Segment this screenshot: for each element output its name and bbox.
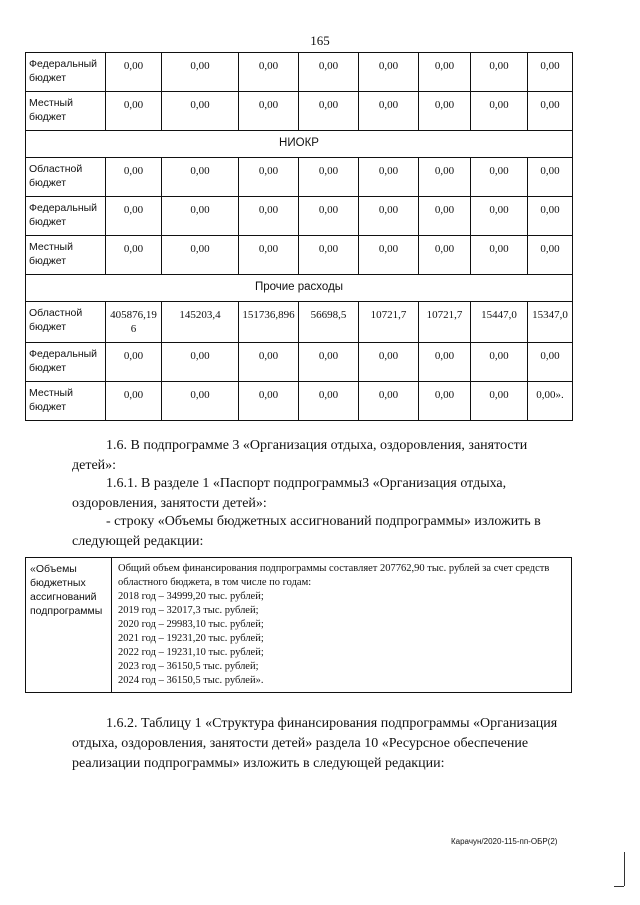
resource-line: 2019 год – 32017,3 тыс. рублей; — [118, 605, 259, 616]
resource-line: 2022 год – 19231,10 тыс. рублей; — [118, 647, 264, 658]
resource-table-row — [26, 558, 572, 693]
table-row — [26, 236, 573, 275]
value-cell: 0,00 — [162, 158, 239, 197]
table-row — [26, 197, 573, 236]
value-cell: 0,00 — [106, 343, 162, 382]
value-cell: 0,00 — [106, 53, 162, 92]
section-header: НИОКР — [26, 131, 573, 158]
paragraph-1-6: 1.6. В подпрограмме 3 «Организация отдыха, оздоровления, занятости детей»: — [72, 438, 528, 473]
value-cell: 0,00 — [471, 197, 528, 236]
value-cell: 0,00 — [162, 53, 239, 92]
budget-label-cell: Местный бюджет — [26, 382, 106, 421]
resource-line: 2024 год – 36150,5 тыс. рублей». — [118, 675, 264, 686]
value-cell: 0,00 — [528, 197, 573, 236]
value-cell: 10721,7 — [419, 302, 471, 343]
table-row — [26, 302, 573, 343]
value-cell: 0,00 — [299, 53, 359, 92]
section-header-row — [26, 131, 573, 158]
value-cell: 0,00 — [528, 158, 573, 197]
value-cell: 0,00 — [106, 158, 162, 197]
value-cell: 0,00 — [419, 197, 471, 236]
value-cell: 0,00 — [239, 92, 299, 131]
value-cell: 0,00 — [419, 158, 471, 197]
table-row — [26, 343, 573, 382]
resource-line: Общий объем финансирования подпрограммы составляет 207762,90 тыс. рублей за счет средств областного бюджета, в том числе по годам: — [118, 563, 550, 588]
budget-label-cell: Федеральный бюджет — [26, 343, 106, 382]
value-cell: 0,00 — [359, 197, 419, 236]
value-cell: 0,00 — [471, 53, 528, 92]
value-cell: 0,00 — [471, 382, 528, 421]
resource-line: 2020 год – 29983,10 тыс. рублей; — [118, 619, 264, 630]
budget-label-cell: Областной бюджет — [26, 158, 106, 197]
paragraph-budget-line: - строку «Объемы бюджетных ассигнований подпрограммы» изложить в следующей редакции: — [72, 514, 541, 549]
value-cell: 0,00 — [239, 197, 299, 236]
value-cell: 0,00 — [359, 343, 419, 382]
value-cell: 0,00 — [299, 197, 359, 236]
table-row — [26, 53, 573, 92]
value-cell: 0,00 — [239, 158, 299, 197]
scan-edge-tick — [614, 886, 624, 887]
value-cell: 10721,7 — [359, 302, 419, 343]
value-cell: 0,00». — [528, 382, 573, 421]
value-cell: 0,00 — [419, 92, 471, 131]
value-cell: 0,00 — [471, 236, 528, 275]
table-row — [26, 382, 573, 421]
value-cell: 0,00 — [299, 158, 359, 197]
value-cell: 0,00 — [471, 92, 528, 131]
value-cell: 0,00 — [359, 382, 419, 421]
value-cell: 0,00 — [239, 382, 299, 421]
value-cell: 0,00 — [359, 53, 419, 92]
value-cell: 0,00 — [299, 236, 359, 275]
resource-line: 2021 год – 19231,20 тыс. рублей; — [118, 633, 264, 644]
budget-label-cell: Местный бюджет — [26, 92, 106, 131]
table-row — [26, 92, 573, 131]
value-cell: 15347,0 — [528, 302, 573, 343]
value-cell: 0,00 — [528, 53, 573, 92]
value-cell: 0,00 — [528, 236, 573, 275]
scan-edge-line — [624, 852, 625, 886]
value-cell: 15447,0 — [471, 302, 528, 343]
resource-line: 2023 год – 36150,5 тыс. рублей; — [118, 661, 259, 672]
page-number: 165 — [310, 33, 330, 48]
section-header-row — [26, 275, 573, 302]
value-cell: 0,00 — [239, 53, 299, 92]
value-cell: 0,00 — [239, 236, 299, 275]
resource-table — [25, 557, 572, 693]
value-cell: 0,00 — [106, 382, 162, 421]
value-cell: 0,00 — [359, 236, 419, 275]
value-cell: 0,00 — [419, 53, 471, 92]
value-cell: 0,00 — [106, 92, 162, 131]
value-cell: 0,00 — [299, 92, 359, 131]
budget-table — [25, 52, 573, 421]
section-header: Прочие расходы — [26, 275, 573, 302]
value-cell: 151736,896 — [239, 302, 299, 343]
value-cell: 0,00 — [419, 382, 471, 421]
budget-label-cell: Федеральный бюджет — [26, 53, 106, 92]
budget-label-cell: Областной бюджет — [26, 302, 106, 343]
value-cell: 0,00 — [162, 382, 239, 421]
value-cell: 0,00 — [162, 92, 239, 131]
value-cell: 0,00 — [419, 236, 471, 275]
value-cell: 145203,4 — [162, 302, 239, 343]
value-cell: 0,00 — [106, 236, 162, 275]
value-cell: 0,00 — [162, 197, 239, 236]
paragraph-1-6-1: 1.6.1. В разделе 1 «Паспорт подпрограммы3 «Организация отдыха, оздоровления, занятости детей»: — [72, 476, 507, 511]
value-cell: 0,00 — [471, 158, 528, 197]
value-cell: 0,00 — [528, 343, 573, 382]
table-row — [26, 158, 573, 197]
value-cell: 0,00 — [162, 236, 239, 275]
value-cell: 0,00 — [299, 343, 359, 382]
value-cell: 56698,5 — [299, 302, 359, 343]
resource-line: 2018 год – 34999,20 тыс. рублей; — [118, 591, 264, 602]
value-cell: 0,00 — [419, 343, 471, 382]
value-cell: 0,00 — [528, 92, 573, 131]
value-cell: 0,00 — [359, 92, 419, 131]
value-cell: 0,00 — [299, 382, 359, 421]
value-cell: 0,00 — [106, 197, 162, 236]
document-footer-code: Карачун/2020-115-пп-ОБР(2) — [451, 837, 558, 846]
value-cell: 0,00 — [471, 343, 528, 382]
value-cell: 0,00 — [239, 343, 299, 382]
resource-body-cell — [112, 558, 572, 693]
value-cell: 0,00 — [162, 343, 239, 382]
resource-label-cell: «Объемы бюджетных ассигнований подпрограммы — [26, 558, 112, 693]
value-cell: 405876,196 — [106, 302, 162, 343]
budget-label-cell: Местный бюджет — [26, 236, 106, 275]
paragraph-1-6-2: 1.6.2. Таблицу 1 «Структура финансирования подпрограммы «Организация отдыха, оздоровления, занятости детей» раздела 10 «Ресурсное обеспечение реализации подпрограммы» изложить в следующей редакции: — [72, 716, 558, 771]
value-cell: 0,00 — [359, 158, 419, 197]
budget-label-cell: Федеральный бюджет — [26, 197, 106, 236]
